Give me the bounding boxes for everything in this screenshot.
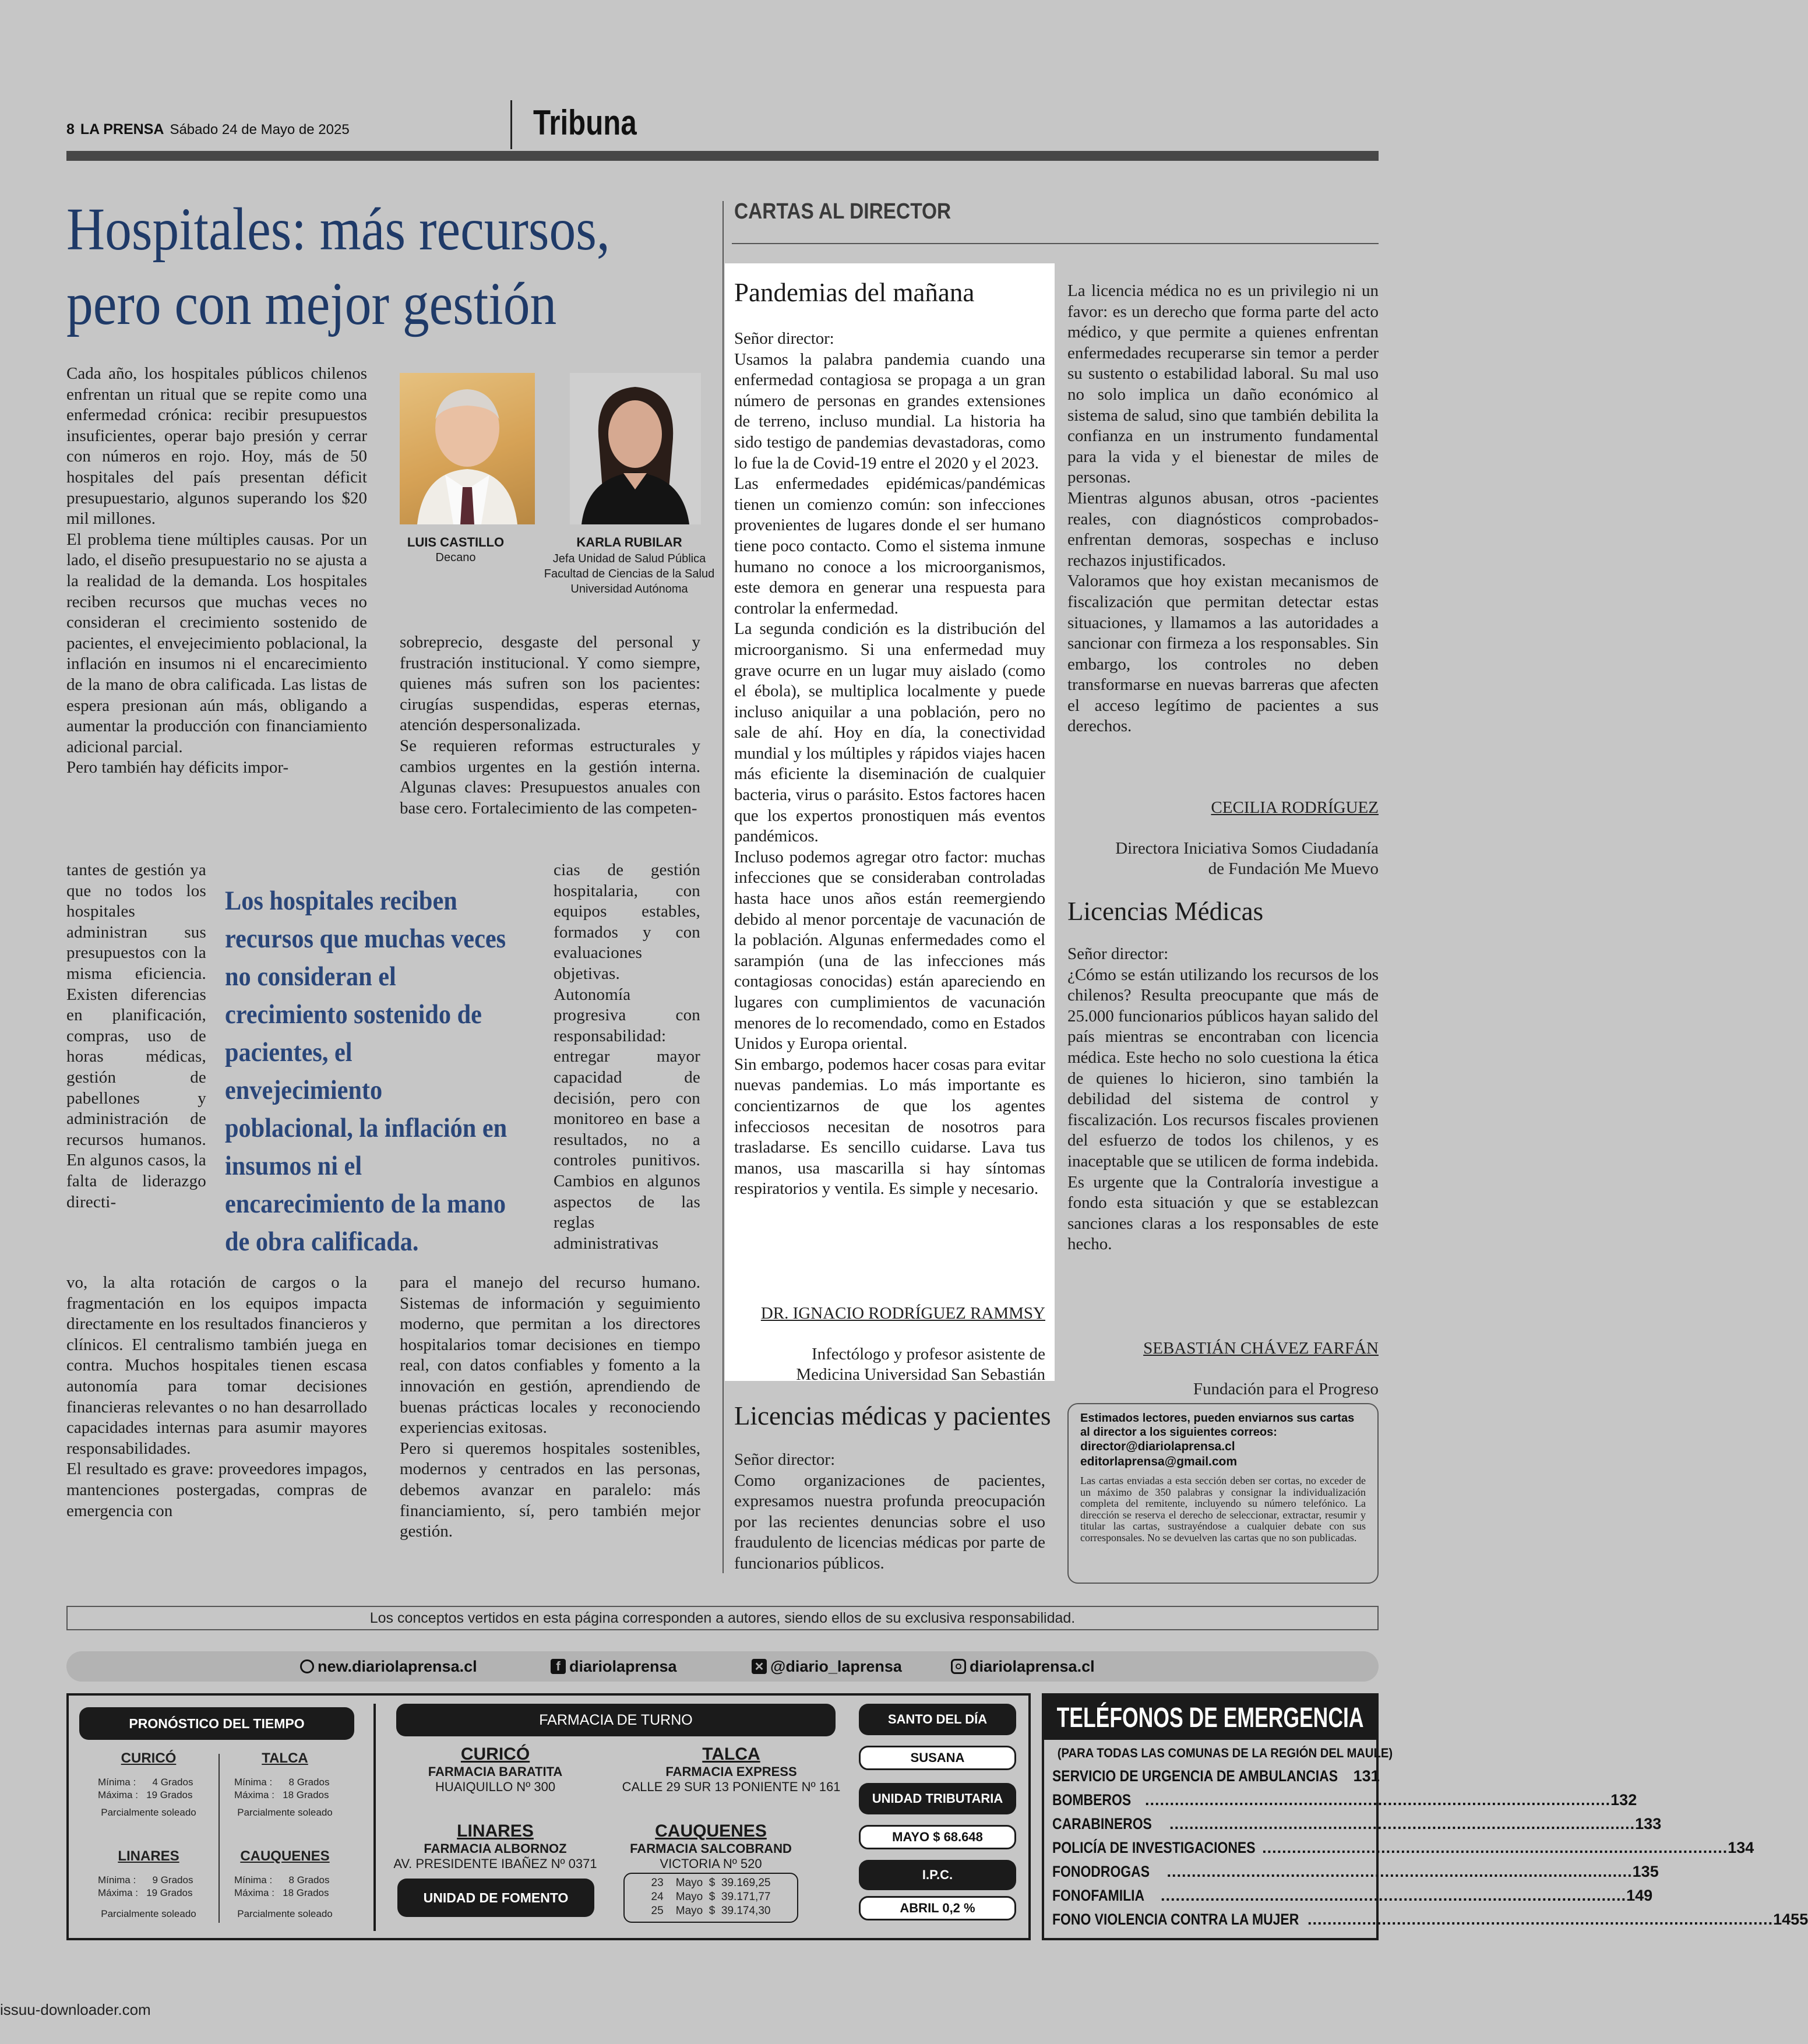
letter2-body: Señor director: ¿Cómo se están utilizando los recursos de los chilenos? Resulta preocupante que más de 25.000 funcionarios públicos hayan salido del país mientras se encontraban con licencia médica. Este hecho no solo cuestiona la ética de quienes lo hicieron, sino también la debilidad del sistema de control y fiscalización. Los recursos fiscales provienen del esfuerzo de todos los chilenos, y es inaceptable que se utilicen de forma indebida. Es urgente que la Contraloría investigue a fondo esta situación y que se establezcan sanciones claras a los responsables de este hecho.: [1067, 945, 1379, 1254]
pharmacy-address: AV. PRESIDENTE IBAÑEZ Nº 0371: [393, 1856, 597, 1871]
emergency-label: CARABINEROS: [1052, 1815, 1152, 1832]
social-x[interactable]: [752, 1656, 902, 1677]
social-facebook[interactable]: [551, 1656, 677, 1677]
contact-email-2[interactable]: editorlaprensa@gmail.com: [1080, 1455, 1238, 1468]
pharmacy-cauquenes: [612, 1821, 810, 1872]
emergency-box: [1042, 1693, 1808, 1940]
weather-max: Máxima : 18 Grados: [234, 1789, 329, 1800]
utm-value: MAYO $ 68.648: [859, 1825, 1016, 1849]
letter3-body: Señor director: Como organizaciones de pacientes, expresamos nuestra profunda preocupación por las recientes denuncias sobre el uso fraudulento de licencias médicas por parte de funcionarios públicos.: [734, 1450, 1045, 1573]
contact-intro: Estimados lectores, pueden enviarnos sus cartas al director a los siguientes correos:: [1080, 1412, 1355, 1439]
ipc-value: ABRIL 0,2 %: [859, 1896, 1016, 1920]
weather-min: Mínima : 8 Grados: [234, 1777, 330, 1788]
pharmacy-name: FARMACIA ALBORNOZ: [424, 1841, 567, 1856]
pharmacy-address: HUAIQUILLO Nº 300: [435, 1779, 556, 1794]
emergency-title: TELÉFONOS DE EMERGENCIA: [1056, 1702, 1364, 1733]
weather-cond: Parcialmente soleado: [237, 1908, 333, 1919]
emergency-row[interactable]: [1052, 1764, 1380, 1788]
issue-date: Sábado 24 de Mayo de 2025: [170, 122, 350, 138]
leader-dots: ..............................................................................................: [1145, 1791, 1611, 1809]
social-instagram[interactable]: [951, 1656, 1095, 1677]
letter1-signature-name: DR. IGNACIO RODRÍGUEZ RAMMSY: [760, 1304, 1045, 1323]
header-rule: [66, 151, 1379, 161]
weather-city-name: LINARES: [118, 1848, 179, 1864]
weather-cond: Parcialmente soleado: [237, 1807, 333, 1818]
pharmacy-curico: [385, 1745, 606, 1795]
letter1-signature: [734, 1283, 1045, 1385]
instagram-icon: [951, 1659, 966, 1674]
weather-max: Máxima : 19 Grados: [98, 1789, 193, 1800]
emergency-number: 149: [1626, 1887, 1653, 1904]
emergency-row[interactable]: [1052, 1812, 1662, 1836]
weather-title: PRONÓSTICO DEL TIEMPO: [79, 1707, 354, 1740]
article-col1-middle: tantes de gestión ya que no todos los hospitales administran sus presupuestos con la misma eficiencia. Existen diferencias en planificación, compras, uso de horas médicas, gestión de pabellones y administración de recursos humanos. En algunos casos, la falta de liderazgo directi-: [66, 861, 206, 1211]
emergency-row[interactable]: [1052, 1884, 1653, 1908]
watermark: issuu-downloader.com: [0, 2001, 151, 2018]
letter1-title: Pandemias del mañana: [734, 278, 975, 307]
leader-dots: ..............................................................................................: [1166, 1863, 1633, 1880]
section-title: Tribuna: [533, 103, 637, 142]
uf-row: 23 Mayo $ 39.169,25: [651, 1877, 771, 1889]
x-icon: ✕: [752, 1659, 767, 1674]
weather-min: Mínima : 8 Grados: [234, 1874, 330, 1886]
santo-value: SUSANA: [859, 1746, 1016, 1770]
person-icon: [400, 373, 535, 524]
uf-table: [623, 1873, 798, 1923]
social-web[interactable]: [300, 1656, 477, 1677]
pharmacy-name: FARMACIA BARATITA: [428, 1764, 563, 1779]
weather-city-name: TALCA: [262, 1750, 308, 1766]
uf-row: 25 Mayo $ 39.174,30: [651, 1905, 771, 1917]
weather-cond: Parcialmente soleado: [101, 1807, 196, 1818]
letter2-signature: [1067, 1318, 1379, 1400]
pharmacy-city: TALCA: [702, 1745, 760, 1764]
emergency-row[interactable]: [1052, 1836, 1754, 1860]
emergency-number: 133: [1635, 1815, 1662, 1832]
author1-photo: [400, 373, 535, 524]
pull-quote: Los hospitales reciben recursos que muchas veces no consideran el crecimiento sostenido de pacientes, el envejecimiento poblacional, la inflación en insumos ni el encarecimiento de la mano de obra calificada.: [225, 886, 507, 1257]
emergency-label: POLICÍA DE INVESTIGACIONES: [1052, 1839, 1256, 1856]
social-bar: [66, 1651, 1379, 1682]
weather-curico: [87, 1750, 210, 1819]
emergency-number: 132: [1610, 1791, 1637, 1809]
weather-city-name: CAUQUENES: [240, 1848, 330, 1864]
emergency-row[interactable]: [1052, 1788, 1637, 1812]
author2-role: Jefa Unidad de Salud Pública Facultad de Ciencias de la Salud Universidad Autónoma: [544, 552, 715, 595]
disclaimer-bar: [66, 1606, 1379, 1630]
letter1-signature-role: Infectólogo y profesor asistente de Medicina Universidad San Sebastián: [796, 1345, 1045, 1384]
ipc-label: I.P.C.: [859, 1860, 1016, 1890]
letter1b-signature-role: Directora Iniciativa Somos Ciudadanía de Fundación Me Muevo: [1115, 839, 1379, 878]
weather-talca: [224, 1750, 346, 1819]
emergency-row[interactable]: [1052, 1860, 1659, 1884]
pharmacy-title: FARMACIA DE TURNO: [396, 1704, 836, 1736]
leader-dots: ..............................................................................................: [1307, 1911, 1774, 1928]
pharmacy-address: VICTORIA Nº 520: [660, 1856, 762, 1871]
emergency-label: SERVICIO DE URGENCIA DE AMBULANCIAS: [1052, 1767, 1338, 1785]
author2-name: KARLA RUBILAR: [576, 535, 682, 549]
weather-min: Mínima : 4 Grados: [98, 1777, 193, 1788]
article-col2-top: sobreprecio, desgaste del personal y frustración institucional. Y como siempre, quienes más sufren son los pacientes: cirugías suspendidas, esperas eternas, atención despersonalizada. Se requieren reformas estructurales y cambios urgentes en la gestión interna. Algunas claves: Presupuestos anuales con base cero. Fortalecimiento de las competen-: [400, 633, 700, 817]
cartas-section-title: CARTAS AL DIRECTOR: [734, 199, 951, 224]
headline-line-2: pero con mejor gestión: [66, 270, 557, 337]
leader-dots: ..............................................................................................: [1262, 1839, 1728, 1856]
facebook-icon: f: [551, 1659, 566, 1674]
social-web-label: new.diariolaprensa.cl: [318, 1657, 477, 1675]
pharmacy-city: LINARES: [457, 1821, 534, 1841]
article-col1-top: Cada año, los hospitales públicos chilenos enfrentan un ritual que se repite como una enfermedad crónica: recibir presupuestos insuficientes, operar bajo presión y cerrar con números en rojo. Hoy, más de 50 hospitales del país presentan déficit presupuestario, algunos superando los $20 mil millones. El problema tiene múltiples causas. Por un lado, el diseño presupuestario no se ajusta a la realidad de la demanda. Los hospitales reciben recursos que muchas veces no consideran el crecimiento sostenido de pacientes, el envejecimiento poblacional, la inflación en insumos ni el encarecimiento de la mano de obra calificada. Las listas de espera presionan aún más, obligando a aumentar la producción con financiamiento adicional parcial. Pero también hay déficits impor-: [66, 364, 367, 777]
emergency-title-bar: [1044, 1696, 1376, 1740]
pharmacy-city: CAUQUENES: [655, 1821, 767, 1841]
pharmacy-name: FARMACIA EXPRESS: [665, 1764, 797, 1779]
author2-photo: [570, 373, 701, 524]
social-instagram-label: diariolaprensa.cl: [970, 1657, 1095, 1675]
article-headline: [66, 192, 696, 341]
utm-label: UNIDAD TRIBUTARIA: [859, 1783, 1016, 1814]
article-col1-bottom: vo, la alta rotación de cargos o la fragmentación en los equipos impacta directamente en los resultados financieros y clínicos. El centralismo también juega en contra. Muchos hospitales tienen escasa autonomía para tomar decisiones financieras relevantes o no han desarrollado capacidades internas para asumir mayores responsabilidades. El resultado es grave: proveedores impagos, mantenciones postergadas, compras de emergencia con: [66, 1273, 367, 1520]
paper-name: LA PRENSA: [80, 121, 164, 138]
pharmacy-name: FARMACIA SALCOBRAND: [630, 1841, 792, 1856]
weather-divider: [218, 1754, 220, 1923]
pharmacy-city: CURICÓ: [460, 1745, 530, 1764]
letter1-body: Señor director: Usamos la palabra pandemia cuando una enfermedad contagiosa se propaga a un gran número de personas en grandes extensiones de terreno, incluso mundial. La historia ha sido testigo de pandemias devastadoras, como lo fue la de Covid-19 entre el 2020 y el 2023. Las enfermedades epidémicas/pandémicas tienen un comienzo común: son infecciones provenientes de lugares donde el ser humano tiene poco contacto. Como el sistema inmune humano no conoce a los microorganismos, este demora en generar una respuesta para controlar la enfermedad. La segunda condición es la distribución del microorganismo. Si una enfermedad muy grave ocurre en un lugar muy aislado (como el ébola), se multiplica localmente y puede incluso aniquilar a una población, pero no sale de ahí. Hoy en día, la conectividad mundial y los múltiples y rápidos viajes hacen más eficiente la diseminación de cualquier bacteria, virus o parásito. Estos factores hacen que los expertos pronostiquen más eventos pandémicos. Incluso podemos agregar otro factor: muchas infecciones que se consideraban controladas hasta hace unos años están reemergiendo debido al menor porcentaje de vacunación de la población. Algunas enfermedades como el sarampión (una de las infecciones más contagiosas conocidas) están apareciendo en lugares con cumplimientos de vacunación menores de lo recomendado, como en Estados Unidos y Europa oriental. Sin embargo, podemos hacer cosas para evitar nuevas pandemias. Lo más importante es concientizarnos de que los agentes infecciosos necesitan de nosotros para trasladarse. Es sencillo cuidarse. Lava tus manos, usa mascarilla si hay síntomas respiratorios y ventila. Es simple y necesario.: [734, 329, 1045, 1199]
emergency-subtitle: (PARA TODAS LAS COMUNAS DE LA REGIÓN DEL MAULE): [1057, 1746, 1393, 1760]
author1-name: LUIS CASTILLO: [407, 535, 505, 549]
weather-max: Máxima : 19 Grados: [98, 1887, 193, 1898]
weather-linares: [87, 1848, 210, 1920]
emergency-number: 135: [1632, 1863, 1659, 1880]
emergency-row[interactable]: [1052, 1908, 1808, 1932]
emergency-list: [1044, 1761, 1808, 1932]
emergency-label: BOMBEROS: [1052, 1791, 1132, 1809]
weather-max: Máxima : 18 Grados: [234, 1887, 329, 1898]
author1-caption: [385, 535, 527, 565]
letter2-signature-role: Fundación para el Progreso: [1193, 1380, 1379, 1398]
column-divider: [723, 201, 724, 1573]
author1-role: Decano: [435, 551, 476, 564]
page-header: [66, 121, 350, 146]
info-divider: [373, 1704, 376, 1931]
contact-box: [1067, 1403, 1379, 1584]
letter1b-signature: [1067, 777, 1379, 879]
emergency-label: FONO VIOLENCIA CONTRA LA MUJER: [1052, 1911, 1299, 1928]
contact-rules: Las cartas enviadas a esta sección deben ser cortas, no exceder de un máximo de 350 palabras y consignar la individualización completa del remitente, incluyendo su número telefónico. La dirección se reserva el derecho de seleccionar, extractar, resumir y titular las cartas, sustrayéndose a cualquier debate con sus corresponsales. No se devuelven las cartas que no son publicadas.: [1080, 1475, 1366, 1543]
leader-dots: ..............................................................................................: [1169, 1815, 1636, 1832]
emergency-number: 131: [1353, 1767, 1380, 1785]
letter1b-signature-name: CECILIA RODRÍGUEZ: [1211, 798, 1379, 817]
santo-label: SANTO DEL DÍA: [859, 1704, 1016, 1735]
emergency-number: 134: [1728, 1839, 1754, 1856]
article-col2-middle: cias de gestión hospitalaria, con equipos estables, formados y con evaluaciones objetivas. Autonomía progresiva con responsabilidad: entregar mayor capacidad de decisión, pero con monitoreo en base a resultados, no a controles punitivos. Cambios en algunos aspectos de las reglas administrativas: [554, 861, 700, 1253]
weather-cauquenes: [224, 1848, 346, 1920]
letter3-title: Licencias médicas y pacientes: [734, 1401, 1051, 1430]
person-icon: [570, 373, 701, 524]
weather-min: Mínima : 9 Grados: [98, 1874, 193, 1886]
fomento-label: UNIDAD DE FOMENTO: [397, 1879, 594, 1917]
letter2-title: Licencias Médicas: [1067, 897, 1264, 926]
page-number: 8: [66, 121, 75, 138]
emergency-number: 1455: [1773, 1911, 1808, 1928]
social-x-label: @diario_laprensa: [770, 1657, 902, 1675]
leader-dots: ..............................................................................................: [1160, 1887, 1627, 1904]
letter1b-body: La licencia médica no es un privilegio ni un favor: es un derecho que forma parte del acto médico, y que permite a quienes enfrentan enfermedades recuperarse sin temor a perder su sustento o estabilidad laboral. Su mal uso no solo implica un daño económico al sistema de salud, sino que también debilita la confianza en un instrumento fundamental para la vida y el bienestar de miles de personas. Mientras algunos abusan, otros -pacientes reales, con diagnósticos comprobados- enfrentan demoras, sospechas e incluso rechazos injustificados. Valoramos que hoy existan mecanismos de fiscalización que permitan detectar estas situaciones, y llamamos a las autoridades a sancionar con firmeza a los responsables. Sin embargo, los controles no deben transformarse en nuevas barreras que afecten el acceso legítimo de pacientes a sus derechos.: [1067, 281, 1379, 736]
pharmacy-talca: [606, 1745, 857, 1795]
social-facebook-label: diariolaprensa: [569, 1657, 677, 1675]
emergency-label: FONODROGAS: [1052, 1863, 1150, 1880]
pharmacy-linares: [385, 1821, 606, 1872]
emergency-label: FONOFAMILIA: [1052, 1887, 1145, 1904]
contact-email-1[interactable]: director@diariolaprensa.cl: [1080, 1440, 1235, 1453]
letter2-signature-name: SEBASTIÁN CHÁVEZ FARFÁN: [1143, 1339, 1379, 1358]
uf-row: 24 Mayo $ 39.171,77: [651, 1891, 771, 1903]
globe-icon: [300, 1659, 314, 1673]
disclaimer-text: Los conceptos vertidos en esta página corresponden a autores, siendo ellos de su exclusiva responsabilidad.: [369, 1609, 1076, 1626]
weather-cond: Parcialmente soleado: [101, 1908, 196, 1919]
author2-caption: [524, 535, 734, 597]
pharmacy-address: CALLE 29 SUR 13 PONIENTE Nº 161: [622, 1779, 841, 1794]
headline-line-1: Hospitales: más recursos,: [66, 196, 610, 263]
article-col2-bottom: para el manejo del recurso humano. Sistemas de información y seguimiento moderno, que permitan a los directores hospitalarios tomar decisiones en tiempo real, con datos confiables y fomento a la innovación en gestión, aprendiendo de buenas prácticas locales y reconociendo experiencias exitosas. Pero si queremos hospitales sostenibles, modernos y centrados en las personas, debemos avanzar en paralelo: más financiamiento, sí, pero también mejor gestión.: [400, 1273, 700, 1541]
weather-city-name: CURICÓ: [121, 1750, 177, 1766]
header-divider: [510, 100, 512, 149]
cartas-rule: [732, 243, 1379, 244]
